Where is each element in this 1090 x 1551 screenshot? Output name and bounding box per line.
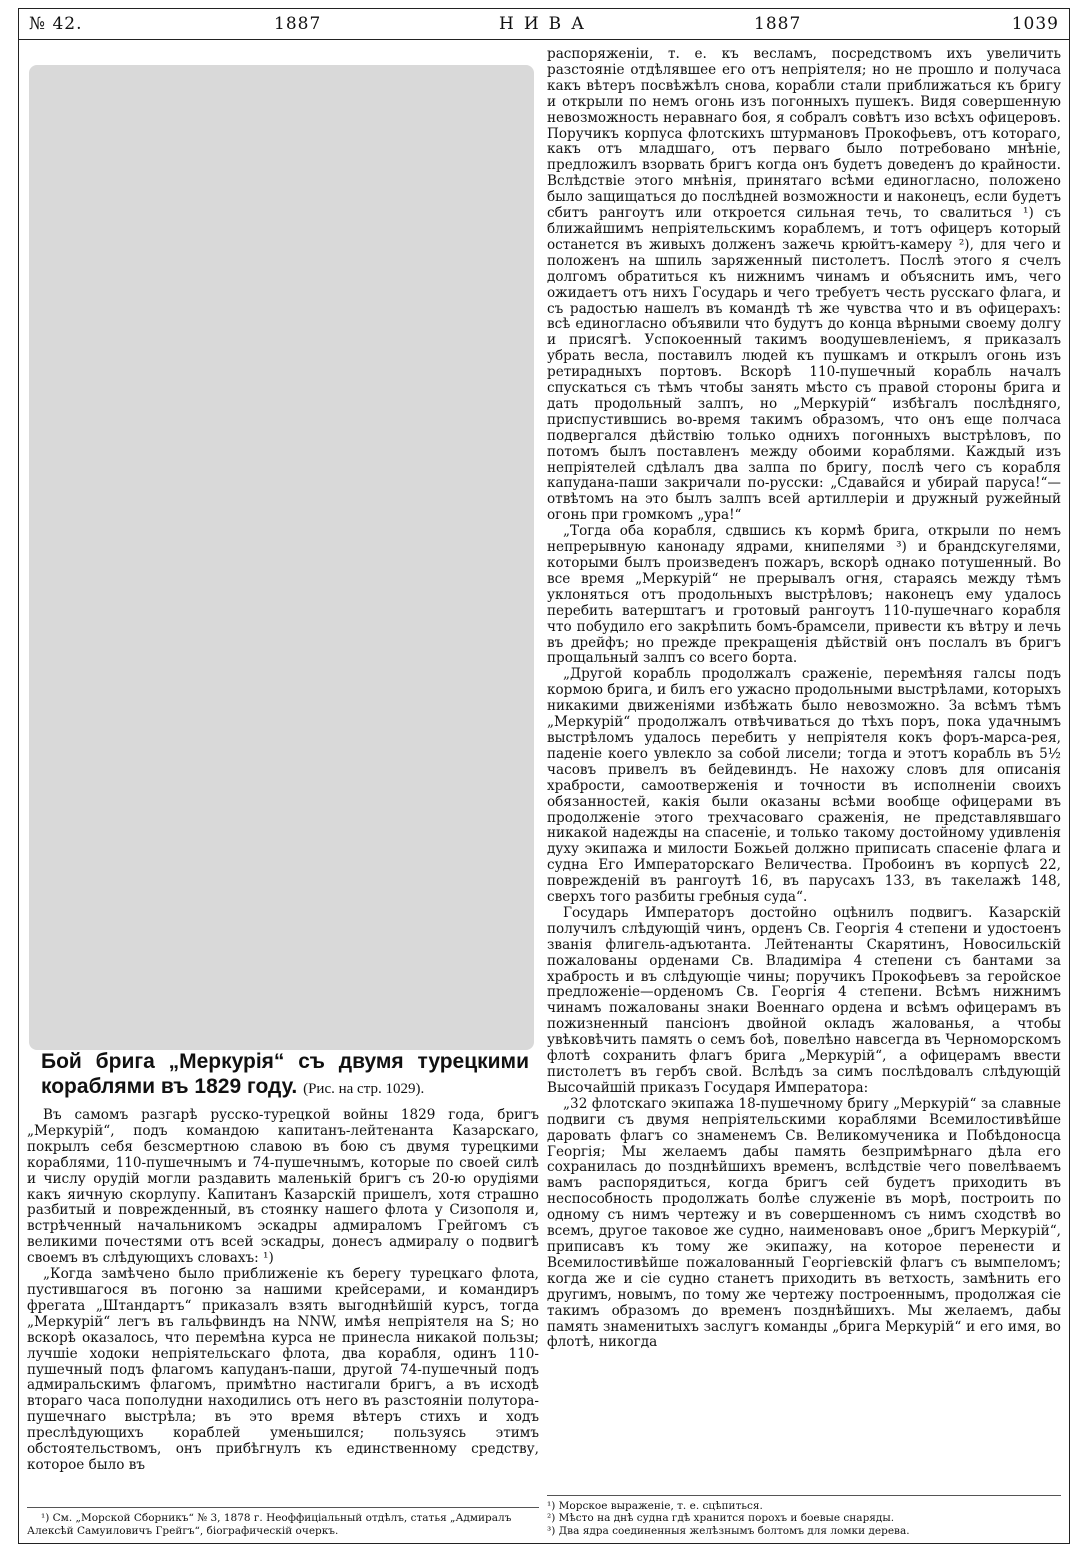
article-paragraph: „Когда замѣчено было приближеніе къ берегу турецкаго флота, пустившагося въ погоню за нашими крейсерами, и командиръ фрегата „Штандартъ“ приказалъ взять выгоднѣйшій курсъ, тогда „Меркурій“ легъ въ гальфвиндъ на NNW, имѣя непріятеля на S; но вскорѣ оказалось, что перемѣна курса не принесла никакой пользы; лучшіе ходоки непріятельскаго флота, два корабля, одинъ 110-пушечный подъ флагомъ капуданъ-паши, другой 74-пушечный подъ адмиральскимъ флагомъ, примѣтно настигали бригъ, а въ исходѣ втораго часа пополудни находились отъ него въ разстояніи полутора-пушечнаго выстрѣла; въ это время вѣтеръ стихъ и ходъ преслѣдующихъ кораблей уменьшился; пользуясь этимъ обстоятельствомъ, онъ прибѣгнулъ къ единственному средству, которое было въ xyxy=(27,1266,539,1473)
newspaper-page xyxy=(18,8,1070,1544)
left-footnotes xyxy=(27,1507,539,1537)
left-column xyxy=(27,47,539,1537)
article-paragraph: Въ самомъ разгарѣ русско-турецкой войны 1829 года, бригъ „Меркурій“, подъ командою капитанъ-лейтенанта Казарскаго, покрылъ себя безсмертною славою въ бою съ двумя турецкими кораблями, 110-пушечнымъ и 74-пушечнымъ, которые по своей силѣ и числу орудій могли раздавить маленькій бригъ съ 20-ю орудіями какъ яичную скорлупу. Капитанъ Казарскій пришелъ, хотя страшно разбитый и поврежденный, въ стоянку нашего флота у Сизополя и, встрѣченный начальникомъ эскадры адмираломъ Грейгомъ съ великими почестями отъ всей эскадры, донесъ адмиралу о подвигѣ своемъ въ слѣдующихъ словахъ: ¹) xyxy=(27,1107,539,1267)
right-column xyxy=(547,47,1061,1537)
footnote: ¹) См. „Морской Сборникъ“ № 3, 1878 г. Неоффиціальный отдѣлъ, статья „Адмиралъ Алексѣй Самуиловичъ Грейгъ“, біографическій очеркъ. xyxy=(27,1512,512,1537)
left-column-text xyxy=(27,1049,539,1537)
article-paragraph: „Другой корабль продолжалъ сраженіе, перемѣняя галсы подъ кормою брига, и билъ его ужасно продольными выстрѣлами, которыхъ никакими движеніями избѣжать было невозможно. За всѣмъ тѣмъ „Меркурій“ продолжалъ отвѣчиваться до тѣхъ поръ, пока удачнымъ выстрѣломъ удалось перебить у непріятеля кокъ форъ-марса-рея, паденіе коего увлекло за собой лисели; тогда и этотъ корабль въ 5½ часовъ привелъ въ бейдевиндъ. Не нахожу словъ для описанія храбрости, самоотверженія и точности въ исполненіи своихъ обязанностей, какія были оказаны всѣми вообще офицерами въ продолженіе этого трехчасоваго сраженія, не представлявшаго никакой надежды на спасеніе, и только такому достойному удивленія духу экипажа и милости Божьей должно приписать спасеніе флага и судна Его Императорскаго Величества. Пробоинъ въ корпусѣ 22, поврежденій въ рангоутѣ 16, въ парусахъ 133, въ такелажѣ 148, сверхъ того разбиты гребныя суда“. xyxy=(547,666,1061,906)
issue-number: № 42. xyxy=(29,14,83,34)
article-paragraph: „32 флотскаго экипажа 18-пушечному бригу „Меркурій“ за славные подвиги съ двумя непріятельскими кораблями Всемилостивѣйше даровать флагъ со знаменемъ Св. Великомученика и Побѣдоносца Георгія; Мы желаемъ дабы память безпримѣрнаго дѣла его сохранилась до позднѣйшихъ временъ, вслѣдствіе чего повелѣваемъ вамъ распорядиться, когда бригъ сей будетъ приходить въ неспособность продолжать болѣе служеніе въ морѣ, построить по одному съ нимъ чертежу и въ совершенномъ съ нимъ сходствѣ во всемъ, другое таковое же судно, наименовавъ оное „бригъ Меркурій“, приписавъ къ тому же экипажу, на которое перенести и Всемилостивѣйше пожалованный Георгіевскій флагъ съ вымпеломъ; когда же и сіе судно станетъ приходить въ ветхость, замѣнить его другимъ, новымъ, по тому же чертежу построеннымъ, продолжая сіе такимъ образомъ до временъ позднѣйшихъ. Мы желаемъ, дабы память знаменитыхъ заслугъ команды „брига Меркурій“ и его имя, во флотѣ, никогда xyxy=(547,1095,1061,1351)
footnote: ³) Два ядра соединенныя желѣзнымъ болтомъ для ломки дерева. xyxy=(547,1524,910,1537)
article-paragraph: Государь Императоръ достойно оцѣнилъ подвигъ. Казарскій получилъ слѣдующій чинъ, орденъ Св. Георгія 4 степени и удостоенъ званія флигель-адъютанта. Лейтенанты Скарятинъ, Новосильскій пожалованы орденами Св. Владиміра 4 степени съ бантами за храбрость и въ слѣдующіе чины; поручикъ Прокофьевъ за геройское предложеніе—орденомъ Св. Георгія 4 степени. Всѣмъ нижнимъ чинамъ пожалованы знаки Военнаго ордена и всѣмъ офицерамъ въ пожизненный пансіонъ двойной окладъ жалованья, а чтобы увѣковѣчить память о семъ боѣ, повелѣно навсегда въ Черноморскомъ флотѣ сохранить флагъ брига „Меркурій“, а офицерамъ ввести пистолетъ въ гербъ свой. Вслѣдъ за симъ послѣдовалъ слѣдующій Высочайшій приказъ Государя Императора: xyxy=(547,904,1061,1096)
article-title xyxy=(41,1049,529,1102)
article-paragraph: „Тогда оба корабля, сдвшись къ кормѣ брига, открыли по немъ непрерывную канонаду ядрами, книпелями ³) и брандскугелями, которыми былъ произведенъ пожаръ, вскорѣ однако потушенный. Во все время „Меркурій“ не прерывалъ огня, стараясь между тѣмъ уклоняться отъ продольныхъ выстрѣловъ; наконецъ ему удалось перебить ватерштагъ и гротовый рангоутъ 110-пушечнаго корабля что побудило его закрѣпить бомъ-брамсели, привести къ вѣтру и лечь въ дрейфъ; но прежде прекращенія дѣйствій онъ послалъ въ бригъ прощальный залпъ со всего борта. xyxy=(547,523,1061,667)
right-column-text xyxy=(547,47,1061,1537)
page-number: 1039 xyxy=(1011,14,1059,34)
footnote: ¹) Морское выраженіе, т. е. сцѣпиться. xyxy=(547,1499,763,1512)
article-title-text: Бой брига „Меркурія“ съ двумя турецкими кораблями въ 1829 году. xyxy=(41,1050,529,1098)
masthead-title: НИВА xyxy=(499,14,595,34)
page-header xyxy=(19,9,1069,40)
header-year-left: 1887 xyxy=(274,14,322,34)
right-footnotes xyxy=(547,1495,1061,1538)
figure-reference: (Рис. на стр. 1029). xyxy=(303,1081,425,1097)
redacted-illustration xyxy=(29,65,534,1050)
header-year-right: 1887 xyxy=(754,14,802,34)
article-paragraph: распоряженіи, т. е. къ весламъ, посредствомъ ихъ увеличить разстояніе отдѣлявшее его отъ непріятеля; но не прошло и получаса какъ вѣтеръ посвѣжѣлъ снова, корабли стали приближаться къ бригу и открыли по немъ огонь изъ погонныхъ пушекъ. Видя совершенную невозможность неравнаго боя, я собралъ совѣтъ изо всѣхъ офицеровъ. Поручикъ корпуса флотскихъ штурмановъ Прокофьевъ, отъ котораго, какъ отъ младшаго, отъ перваго было потребовано мнѣніе, предложилъ взорвать бригъ когда онъ будетъ доведенъ до крайности. Вслѣдствіе этого мнѣнія, принятаго всѣми единогласно, положено было защищаться до послѣдней возможности и наконецъ, если будетъ сбитъ рангоутъ или откроется сильная течь, то свалиться ¹) съ ближайшимъ непріятельскимъ кораблемъ, и тотъ офицеръ который останется въ живыхъ долженъ зажечь крюйтъ-камеру ²), для чего и положенъ на шпиль заряженный пистолетъ. Послѣ этого я счелъ долгомъ обратиться къ нижнимъ чинамъ и объяснить имъ, чего ожидаетъ отъ нихъ Государь и чего требуетъ честь русскаго флага, и съ радостью нашелъ въ командѣ тѣ же чувства что и въ офицерахъ: всѣ единогласно объявили что будутъ до конца вѣрными своему долгу и присягѣ. Успокоенный такимъ воодушевленіемъ, я приказалъ убрать весла, поставилъ людей къ пушкамъ и открылъ огонь изъ ретирадныхъ портовъ. Вскорѣ 110-пушечный корабль началъ спускаться съ тѣмъ чтобы занять мѣсто съ правой стороны брига и дать продольный залпъ, но „Меркурій“ избѣгалъ послѣдняго, приспустившись во-время такимъ образомъ, что онъ еще полчаса подвергался дѣйствію только однихъ погонныхъ выстрѣловъ, по потомъ былъ поставленъ между обоими кораблями. Каждый изъ непріятелей сдѣлалъ два залпа по бригу, послѣ чего съ корабля капудана-паши закричали по-русски: „Сдавайся и убирай паруса!“—отвѣтомъ на это былъ залпъ всей артиллеріи и дружный ружейный огонь при громкомъ „ура!“ xyxy=(547,47,1061,524)
footnote: ²) Мѣсто на днѣ судна гдѣ хранится порохъ и боевые снаряды. xyxy=(547,1512,895,1524)
